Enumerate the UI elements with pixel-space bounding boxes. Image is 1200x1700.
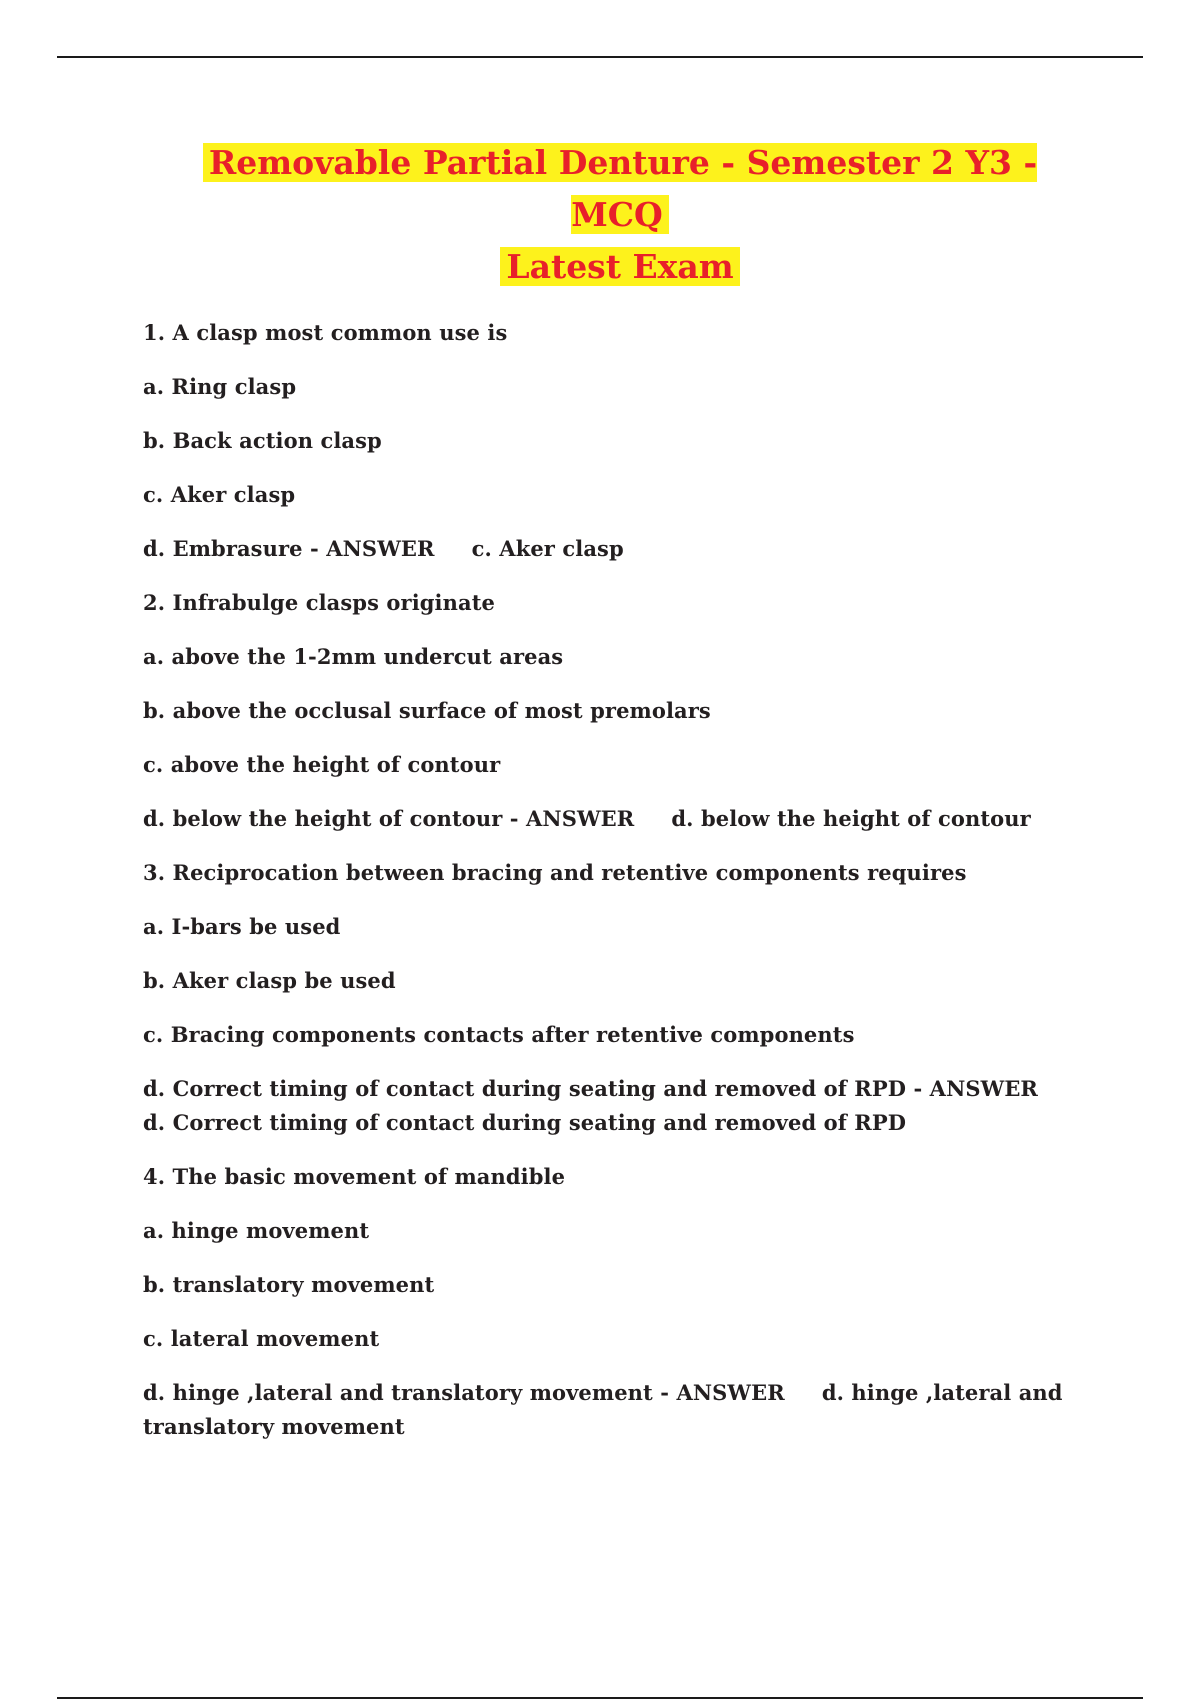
question-1-option-d-answer: d. Embrasure - ANSWER c. Aker clasp <box>143 536 624 561</box>
question-3-option-b: b. Aker clasp be used <box>143 968 396 993</box>
title-line-1: Removable Partial Denture - Semester 2 Y3 - MCQ <box>203 143 1037 234</box>
question-2-option-a: a. above the 1-2mm undercut areas <box>143 644 564 669</box>
question-1-stem: 1. A clasp most common use is <box>143 320 508 345</box>
question-4-stem: 4. The basic movement of mandible <box>143 1164 566 1189</box>
question-2-option-c: c. above the height of contour <box>143 752 501 777</box>
question-1-option-a: a. Ring clasp <box>143 374 297 399</box>
question-3-option-c: c. Bracing components contacts after retentive components <box>143 1022 855 1047</box>
question-4-option-a: a. hinge movement <box>143 1218 370 1243</box>
question-4-option-d-answer: d. hinge ,lateral and translatory movement - ANSWER d. hinge ,lateral and translatory movement <box>143 1380 1070 1439</box>
question-2-option-d-answer: d. below the height of contour - ANSWER d. below the height of contour <box>143 806 1031 831</box>
page-title <box>150 137 1090 293</box>
question-2-stem: 2. Infrabulge clasps originate <box>143 590 495 615</box>
question-2-option-b: b. above the occlusal surface of most premolars <box>143 698 711 723</box>
question-3-option-a: a. I-bars be used <box>143 914 341 939</box>
question-1-option-b: b. Back action clasp <box>143 428 382 453</box>
bottom-rule <box>57 1697 1143 1699</box>
question-4-option-c: c. lateral movement <box>143 1326 380 1351</box>
question-4-option-b: b. translatory movement <box>143 1272 435 1297</box>
top-rule <box>57 56 1143 58</box>
question-1-option-c: c. Aker clasp <box>143 482 296 507</box>
question-3-option-d-answer: d. Correct timing of contact during seating and removed of RPD - ANSWER d. Correct timing of contact during seating and removed of RPD <box>143 1076 1076 1135</box>
title-line-2: Latest Exam <box>500 247 739 286</box>
question-3-stem: 3. Reciprocation between bracing and retentive components requires <box>143 860 967 885</box>
question-list <box>143 316 1076 1464</box>
